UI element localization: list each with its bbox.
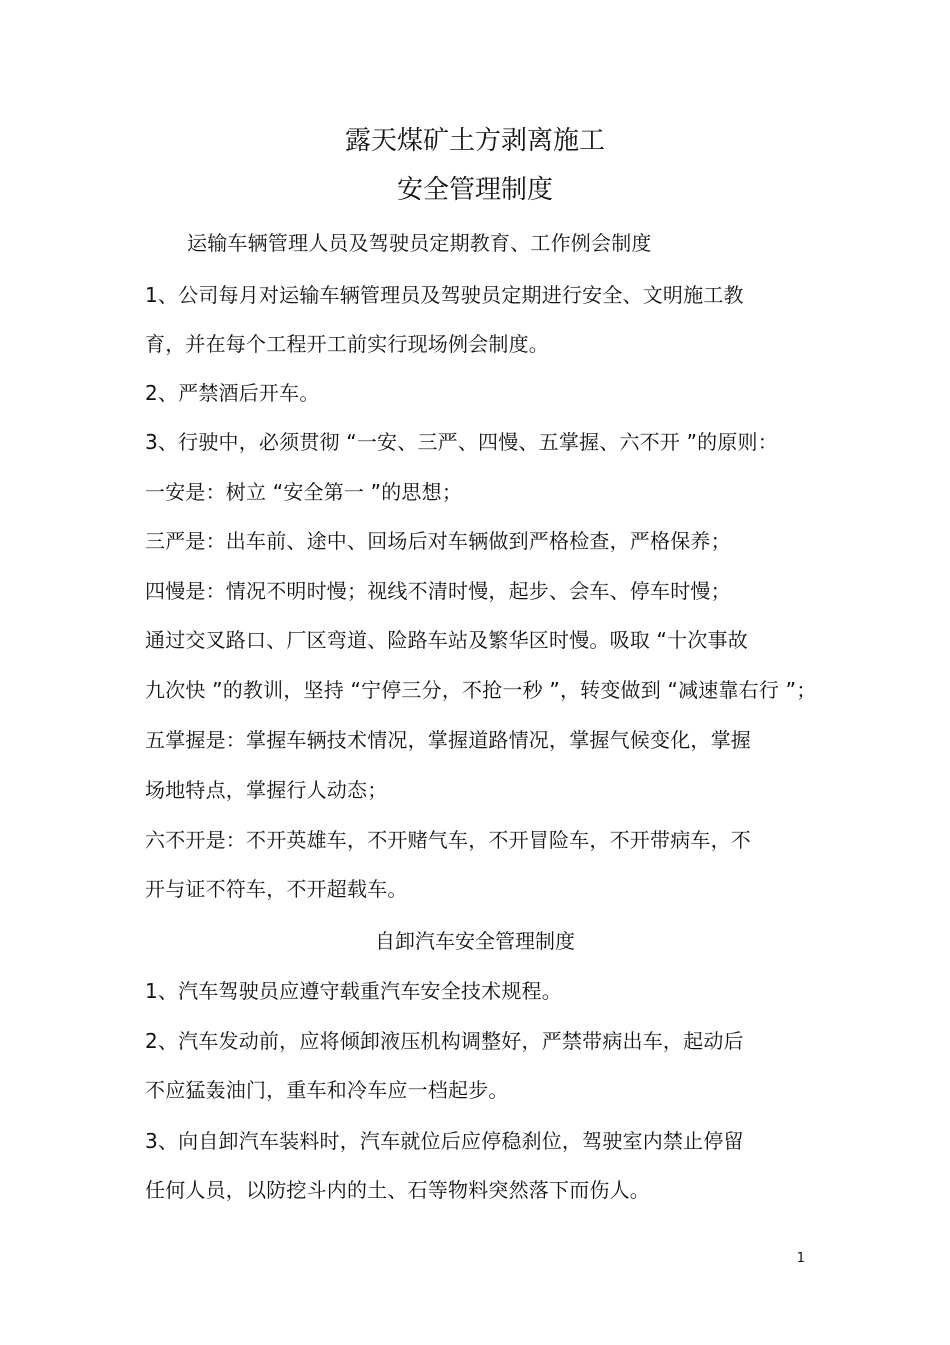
- paragraph-line: 3、向自卸汽车装料时，汽车就位后应停稳刹位，驾驶室内禁止停留: [145, 1129, 744, 1153]
- paragraph-line: 通过交叉路口、厂区弯道、险路车站及繁华区时慢。吸取 “十次事故: [145, 628, 748, 652]
- paragraph-line: 九次快 ”的教训，坚持 “宁停三分，不抢一秒 ”，转变做到 “减速靠右行 ”；: [145, 678, 817, 702]
- paragraph-line: 3、行驶中，必须贯彻 “一安、三严、四慢、五掌握、六不开 ”的原则：: [145, 430, 778, 454]
- paragraph-line: 四慢是：情况不明时慢；视线不清时慢，起步、会车、停车时慢；: [145, 579, 731, 603]
- paragraph-line: 五掌握是：掌握车辆技术情况，掌握道路情况，掌握气候变化，掌握: [145, 728, 751, 752]
- paragraph-line: 一安是：树立 “安全第一 ”的思想；: [145, 480, 463, 504]
- paragraph-line: 六不开是：不开英雄车，不开赌气车，不开冒险车，不开带病车，不: [145, 828, 751, 852]
- document-title-line-2: 安全管理制度: [396, 175, 553, 205]
- section-heading-vehicle-management: 运输车辆管理人员及驾驶员定期教育、工作例会制度: [187, 231, 652, 255]
- paragraph-line: 2、汽车发动前，应将倾卸液压机构调整好，严禁带病出车，起动后: [145, 1029, 744, 1053]
- section-heading-dump-truck: 自卸汽车安全管理制度: [375, 929, 575, 953]
- paragraph-line: 开与证不符车，不开超载车。: [145, 877, 408, 901]
- document-title-line-1: 露天煤矿土方剥离施工: [344, 126, 605, 156]
- paragraph-line: 2、严禁酒后开车。: [145, 381, 320, 405]
- paragraph-line: 育，并在每个工程开工前实行现场例会制度。: [145, 332, 549, 356]
- paragraph-line: 1、汽车驾驶员应遵守载重汽车安全技术规程。: [145, 979, 562, 1003]
- paragraph-line: 1、公司每月对运输车辆管理员及驾驶员定期进行安全、文明施工教: [145, 283, 744, 307]
- paragraph-line: 场地特点，掌握行人动态；: [145, 778, 388, 802]
- paragraph-line: 不应猛轰油门，重车和冷车应一档起步。: [145, 1078, 509, 1102]
- paragraph-line: 任何人员，以防挖斗内的土、石等物料突然落下而伤人。: [145, 1178, 650, 1202]
- paragraph-line: 三严是：出车前、途中、回场后对车辆做到严格检查，严格保养；: [145, 529, 731, 553]
- page-number: 1: [796, 1251, 805, 1266]
